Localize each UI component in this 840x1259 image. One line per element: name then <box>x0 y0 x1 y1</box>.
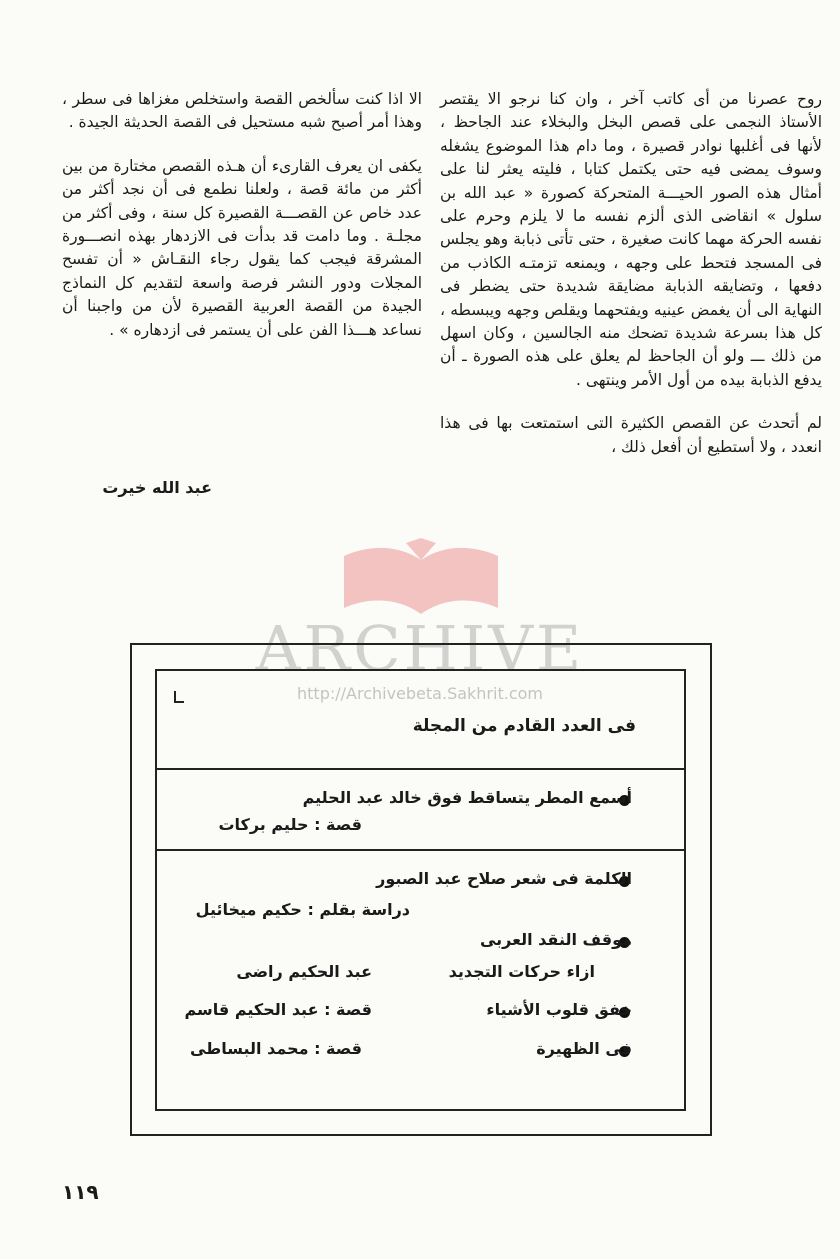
article-right-column <box>440 88 822 459</box>
text-line: أمثال هذه الصور الحيـــة المتحركة كصورة <box>540 183 822 202</box>
text-line: يضطر فى النهاية الى أن يغمض عينيه ويفتحهما <box>440 277 822 319</box>
article-paragraph <box>62 88 422 135</box>
text-line: مختارة من بين أكثر من مائة قصة ، ولعلنا نطمع <box>62 156 422 199</box>
text-line: الا اذا كنت سألخص القصة واستخلص مغزاها <box>138 90 422 108</box>
text-line: قصيرة ، وما دام هذا الموضوع يشغله وسوف <box>440 136 822 179</box>
next-issue-item-title: موقف النقد العربى <box>479 930 632 949</box>
article-paragraph <box>440 88 822 392</box>
text-line: فى أن نجد أكثر من عدد خاص عن القصـــة <box>62 180 422 222</box>
text-line: روح عصرنا من أى كاتب آخر ، وان كنا نرجو <box>509 90 822 108</box>
text-line: بها فى هذا انعدد ، ولا أستطيع أن أفعل ذلك ، <box>440 414 822 456</box>
text-line: يدفع الذبابة بيده من أول الأمر وينتهى . <box>576 370 822 389</box>
text-line: دامت قد بدأت فى الازدهار بهذه انصـــورة <box>62 227 340 246</box>
next-issue-item-title: الكلمة فى شعر صلاح عبد الصبور <box>376 869 632 888</box>
text-line: المشرقة فيجب كما يقول رجاء النقـاش « أن <box>107 250 422 269</box>
article-left-column <box>62 88 422 342</box>
text-line: الا يقتصر الأستاذ النجمى على قصص البخل <box>440 90 822 132</box>
next-issue-item-byline: قصة : محمد البساطى <box>189 1039 362 1058</box>
archive-watermark-url: http://Archivebeta.Sakhrit.com <box>297 684 543 703</box>
text-line: تفسح المجلات ودور النشر فرصة واسعة لتقديم <box>62 250 422 292</box>
text-line: يستمر فى ازدهاره » . <box>109 320 252 339</box>
next-issue-item-byline: قصة : حليم بركات <box>218 815 362 834</box>
next-issue-item-subtitle: ازاء حركات التجديد <box>448 962 595 981</box>
text-line: القصيرة كل سنة ، وفى أكثر من مجلـة . وما <box>62 203 422 246</box>
page-number: ١١٩ <box>62 1180 99 1204</box>
next-issue-heading: فى العدد القادم من المجلة <box>412 716 636 736</box>
text-line: دفعها ، وتضايقه الذبابة مضايقة شديدة حتى <box>519 277 822 296</box>
text-line: صغيرة ، حتى تأتى ذبابة وهو يجلس فى المسجد <box>440 230 822 272</box>
text-line: والبخلاء عند الجاحظ ، لأنها فى أغلبها نوادر <box>440 113 822 155</box>
text-line: كل النماذج الجيدة من القصة العربية القصيرة <box>62 273 423 316</box>
next-issue-item-byline: قصة : عبد الحكيم قاسم <box>184 1000 372 1019</box>
text-line: لم أتحدث عن القصص الكثيرة التى استمتعت <box>520 414 822 433</box>
text-line: فى سطر ، وهذا أمر أصبح شبه مستحيل فى <box>62 90 422 132</box>
text-line: فتحط على وجهه ، ويمنعه تزمتـه الكاذب من <box>440 253 737 272</box>
text-line: القصة الحديثة الجيدة . <box>68 113 212 132</box>
next-issue-item-title: خفق قلوب الأشياء <box>486 1000 632 1019</box>
archive-watermark-title: ARCHIVE <box>255 612 585 685</box>
article-paragraph <box>440 412 822 459</box>
next-issue-item-byline: عبد الحكيم راضى <box>236 962 372 981</box>
text-line: يمضى فيه حتى يكتمل كتابا ، فليته يعثر لنا على <box>440 160 769 179</box>
next-issue-item-byline: دراسة بقلم : حكيم ميخائيل <box>195 900 410 919</box>
text-line: لأن من واجبنا أن نساعد هـــذا الفن على أن <box>62 297 422 339</box>
corner-tick-mark-icon <box>172 690 186 704</box>
next-issue-item-title: فى الظهيرة <box>536 1039 632 1058</box>
text-line: ما لا يلزم وحرم على نفسه الحركة مهما كانت <box>440 207 822 249</box>
text-line: « عبد الله بن سلول » انقاضى الذى ألزم نفسه <box>440 183 822 226</box>
next-issue-item-title: أسمع المطر يتساقط فوق خالد عبد الحليم <box>302 788 632 807</box>
article-paragraph <box>62 155 422 342</box>
announcement-divider <box>157 768 684 770</box>
author-signature: عبد الله خيرت <box>102 478 212 497</box>
text-line: تضحك منه الجالسين ، وكان اسهل من ذلك ـــ <box>440 324 822 366</box>
announcement-divider <box>157 849 684 851</box>
text-line: ويقلص وجهه ويبسطه ، كل هذا بسرعة شديدة <box>440 300 822 343</box>
text-line: يكفى ان يعرف القارىء أن هـذه القصص <box>162 156 422 175</box>
text-line: ولو أن الجاحظ لم يعلق على هذه الصورة ـ أن <box>440 347 745 366</box>
